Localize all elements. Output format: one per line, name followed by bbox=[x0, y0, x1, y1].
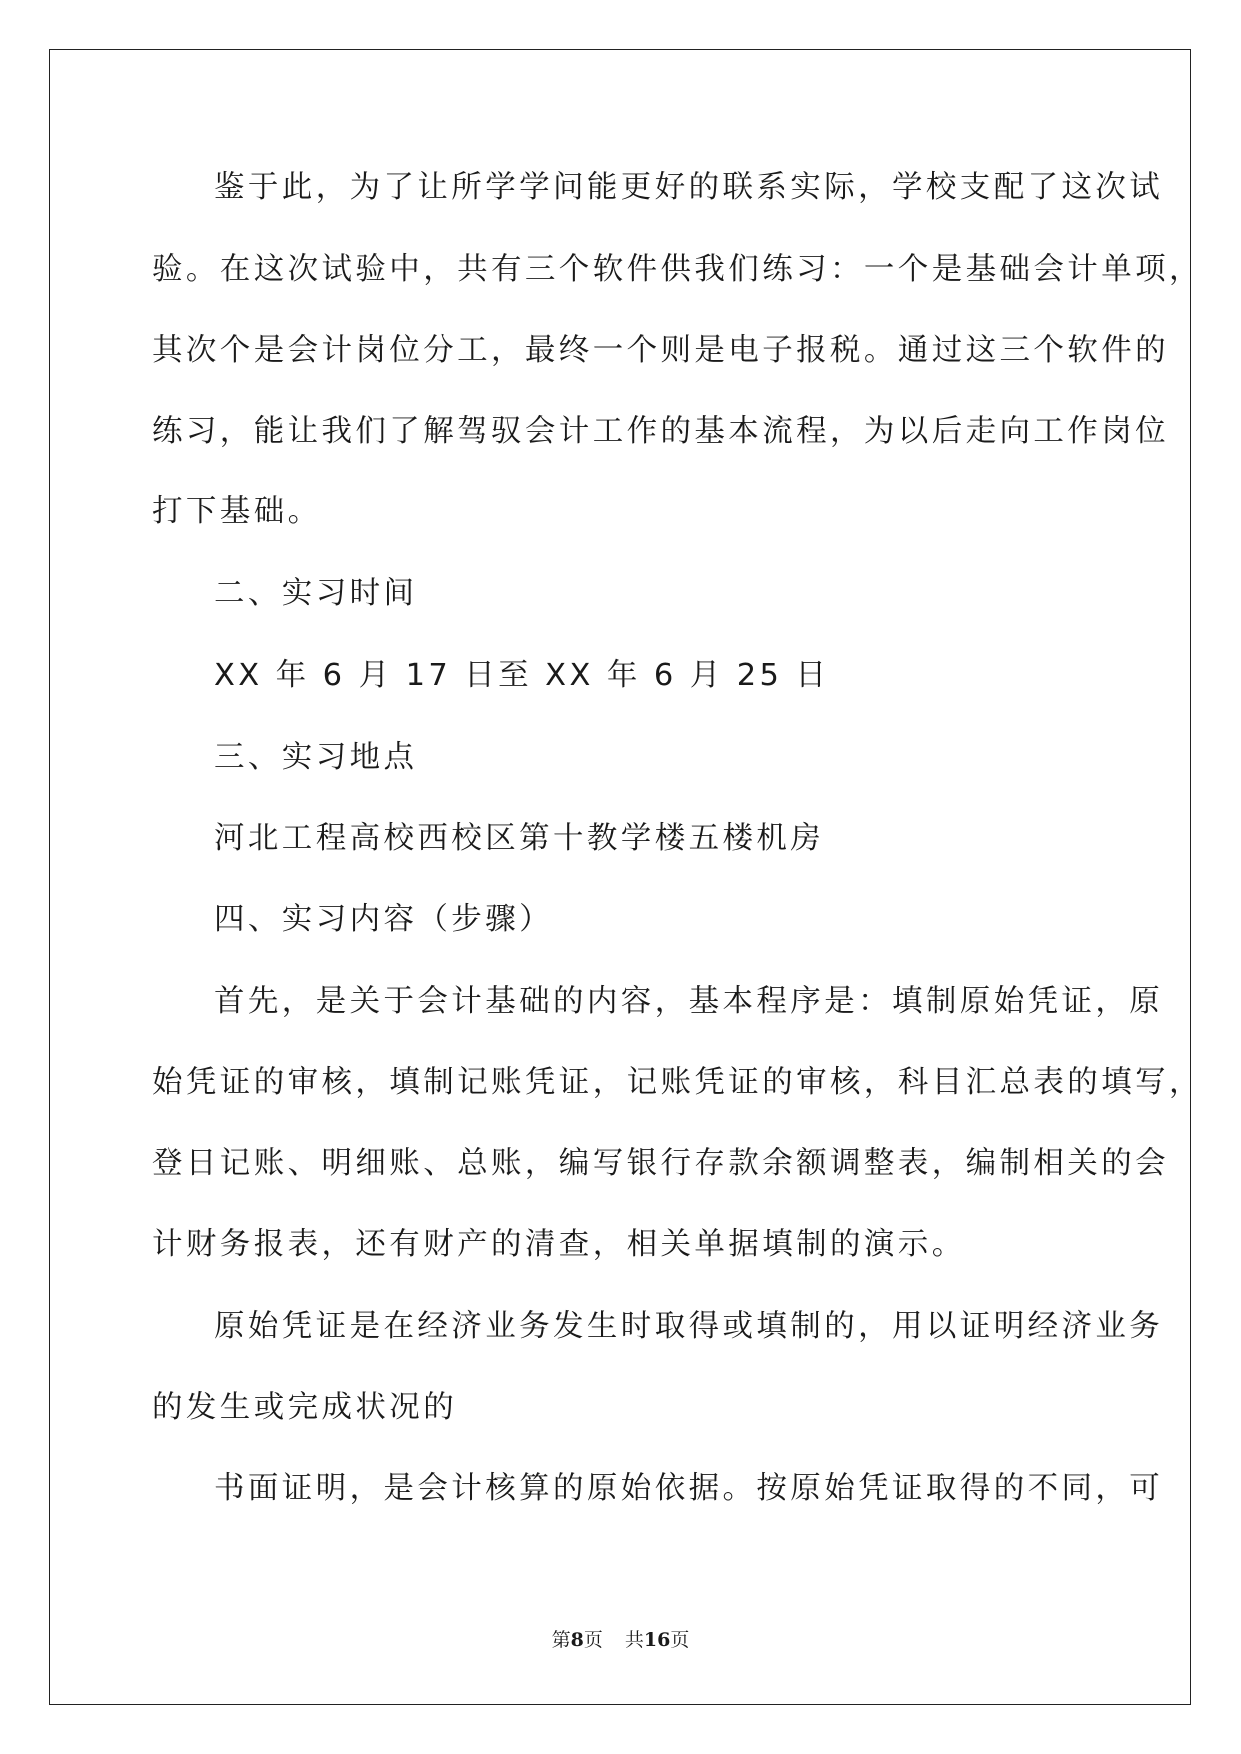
paragraph-line: 原始凭证是在经济业务发生时取得或填制的，用以证明经济业务 bbox=[214, 1309, 1164, 1344]
paragraph-line: 首先，是关于会计基础的内容，基本程序是：填制原始凭证，原 bbox=[214, 984, 1164, 1019]
footer-page-suffix: 页 bbox=[583, 1629, 603, 1651]
footer-page-prefix: 第 bbox=[551, 1629, 571, 1651]
internship-dates: XX 年 6 月 17 日至 XX 年 6 月 25 日 bbox=[214, 658, 830, 693]
paragraph-line: 计财务报表，还有财产的清查，相关单据填制的演示。 bbox=[152, 1227, 966, 1262]
paragraph-line: 验。在这次试验中，共有三个软件供我们练习：一个是基础会计单项， bbox=[152, 252, 1203, 287]
section-heading: 四、实习内容（步骤） bbox=[214, 902, 553, 937]
paragraph-line: 登日记账、明细账、总账，编写银行存款余额调整表，编制相关的会 bbox=[152, 1146, 1169, 1181]
paragraph-line: 的发生或完成状况的 bbox=[152, 1390, 458, 1425]
section-heading: 二、实习时间 bbox=[214, 576, 418, 611]
footer-total-pages: 16 bbox=[643, 1629, 671, 1651]
footer-total-suffix: 页 bbox=[670, 1629, 690, 1651]
footer-page-number: 8 bbox=[570, 1629, 584, 1651]
section-heading: 三、实习地点 bbox=[214, 740, 418, 775]
paragraph-line: 鉴于此，为了让所学学问能更好的联系实际，学校支配了这次试 bbox=[214, 170, 1164, 205]
paragraph-line: 练习，能让我们了解驾驭会计工作的基本流程，为以后走向工作岗位 bbox=[152, 414, 1169, 449]
paragraph-line: 其次个是会计岗位分工，最终一个则是电子报税。通过这三个软件的 bbox=[152, 333, 1169, 368]
paragraph-line: 始凭证的审核，填制记账凭证，记账凭证的审核，科目汇总表的填写， bbox=[152, 1065, 1203, 1100]
paragraph-line: 打下基础。 bbox=[152, 494, 322, 529]
footer-total-prefix: 共 bbox=[624, 1629, 644, 1651]
page-border bbox=[49, 49, 1203, 1705]
internship-location: 河北工程高校西校区第十教学楼五楼机房 bbox=[214, 821, 825, 856]
page-footer bbox=[0, 1628, 1241, 1652]
paragraph-line: 书面证明，是会计核算的原始依据。按原始凭证取得的不同，可 bbox=[214, 1471, 1164, 1506]
